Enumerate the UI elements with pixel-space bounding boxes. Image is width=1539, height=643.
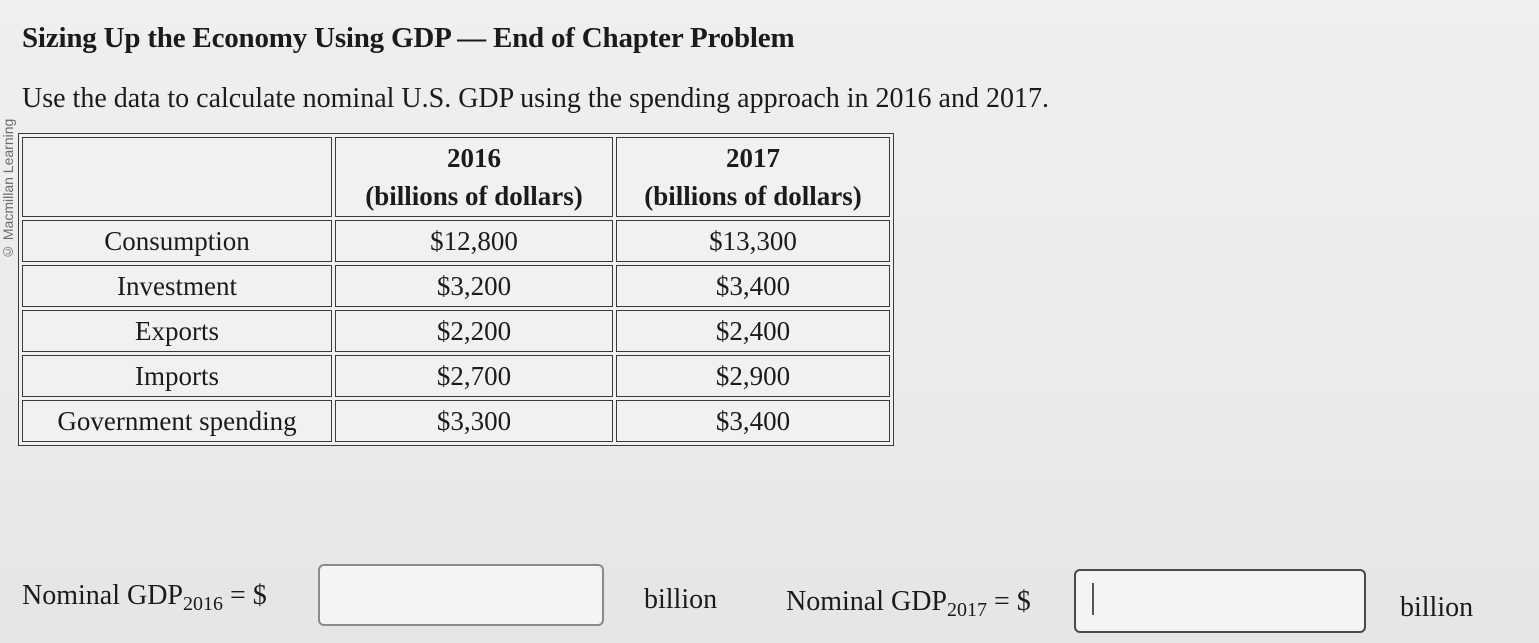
table-row-government-spending xyxy=(22,400,890,442)
problem-instructions: Use the data to calculate nominal U.S. GDP using the spending approach in 2016 and 2017. xyxy=(22,83,1049,114)
gdp2017-unit: billion xyxy=(1400,592,1474,623)
header-2016-unit: (billions of dollars) xyxy=(365,181,583,211)
table-row-consumption xyxy=(22,220,890,262)
value-2017: $3,400 xyxy=(616,265,890,307)
gdp-data-table xyxy=(18,133,894,446)
row-label: Government spending xyxy=(22,400,332,442)
gdp2016-equals: = $ xyxy=(223,580,267,611)
problem-title: Sizing Up the Economy Using GDP — End of Chapter Problem xyxy=(22,22,795,54)
header-2017-year: 2017 xyxy=(726,143,780,173)
row-label: Consumption xyxy=(22,220,332,262)
gdp2016-label xyxy=(22,580,267,616)
copyright-watermark: © Macmillan Learning xyxy=(0,118,16,260)
row-label: Investment xyxy=(22,265,332,307)
gdp2016-input[interactable] xyxy=(318,564,604,626)
row-label: Imports xyxy=(22,355,332,397)
header-2017-unit: (billions of dollars) xyxy=(644,181,862,211)
text-caret xyxy=(1092,583,1094,615)
value-2017: $13,300 xyxy=(616,220,890,262)
header-2016 xyxy=(335,137,613,217)
header-2016-year: 2016 xyxy=(447,143,501,173)
value-2017: $2,400 xyxy=(616,310,890,352)
gdp2017-prefix: Nominal GDP xyxy=(786,586,947,617)
table-row-imports xyxy=(22,355,890,397)
value-2016: $12,800 xyxy=(335,220,613,262)
gdp2017-input-wrapper[interactable] xyxy=(1074,569,1366,635)
row-label: Exports xyxy=(22,310,332,352)
gdp2017-subscript: 2017 xyxy=(947,599,987,621)
value-2017: $3,400 xyxy=(616,400,890,442)
gdp2016-subscript: 2016 xyxy=(183,593,223,615)
answer-row xyxy=(22,560,1522,635)
value-2016: $3,300 xyxy=(335,400,613,442)
value-2017: $2,900 xyxy=(616,355,890,397)
header-2017 xyxy=(616,137,890,217)
header-empty-cell xyxy=(22,137,332,217)
value-2016: $2,700 xyxy=(335,355,613,397)
gdp2017-equals: = $ xyxy=(987,586,1031,617)
table-row-investment xyxy=(22,265,890,307)
gdp2016-unit: billion xyxy=(644,584,718,615)
table-header-row xyxy=(22,137,890,217)
value-2016: $3,200 xyxy=(335,265,613,307)
value-2016: $2,200 xyxy=(335,310,613,352)
table-row-exports xyxy=(22,310,890,352)
gdp2017-input[interactable] xyxy=(1074,569,1366,633)
gdp2016-prefix: Nominal GDP xyxy=(22,580,183,611)
gdp2017-label xyxy=(786,586,1031,622)
